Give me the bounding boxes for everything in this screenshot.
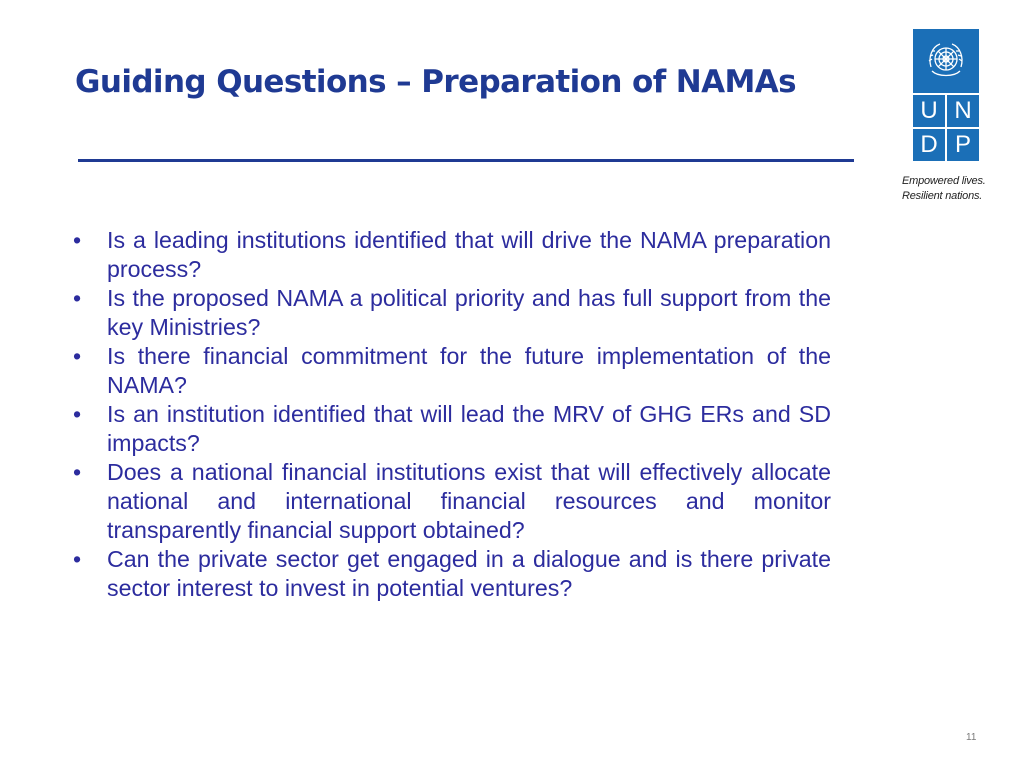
bullet-item: • Is an institution identified that will lead the MRV of GHG ERs and SD impacts?: [73, 400, 831, 458]
logo-tagline: [902, 174, 1002, 204]
undp-letters: [913, 95, 979, 161]
page-number: 11: [966, 732, 977, 743]
undp-logo: [913, 29, 979, 162]
un-emblem-box: [913, 29, 979, 93]
title-underline: [78, 159, 854, 162]
un-emblem-icon: [922, 37, 970, 85]
bullet-item: • Is a leading institutions identified that will drive the NAMA preparation process?: [73, 226, 831, 284]
logo-letter-n: N: [947, 95, 979, 127]
logo-letter-p: P: [947, 129, 979, 161]
tagline-line-2: Resilient nations.: [902, 190, 983, 202]
tagline-line-1: Empowered lives.: [902, 175, 986, 187]
logo-letter-u: U: [913, 95, 945, 127]
slide-title: Guiding Questions – Preparation of NAMAs: [75, 64, 797, 100]
bullet-item: • Is there financial commitment for the future implementation of the NAMA?: [73, 342, 831, 400]
bullet-item: • Does a national financial institutions exist that will effectively allocate national and international financial resources and monitor transparently financial support obtained?: [73, 458, 831, 545]
logo-letter-d: D: [913, 129, 945, 161]
bullet-item: • Is the proposed NAMA a political priority and has full support from the key Ministries?: [73, 284, 831, 342]
bullet-item: • Can the private sector get engaged in a dialogue and is there private sector interest to invest in potential ventures?: [73, 545, 831, 603]
bullet-list: [73, 226, 831, 603]
